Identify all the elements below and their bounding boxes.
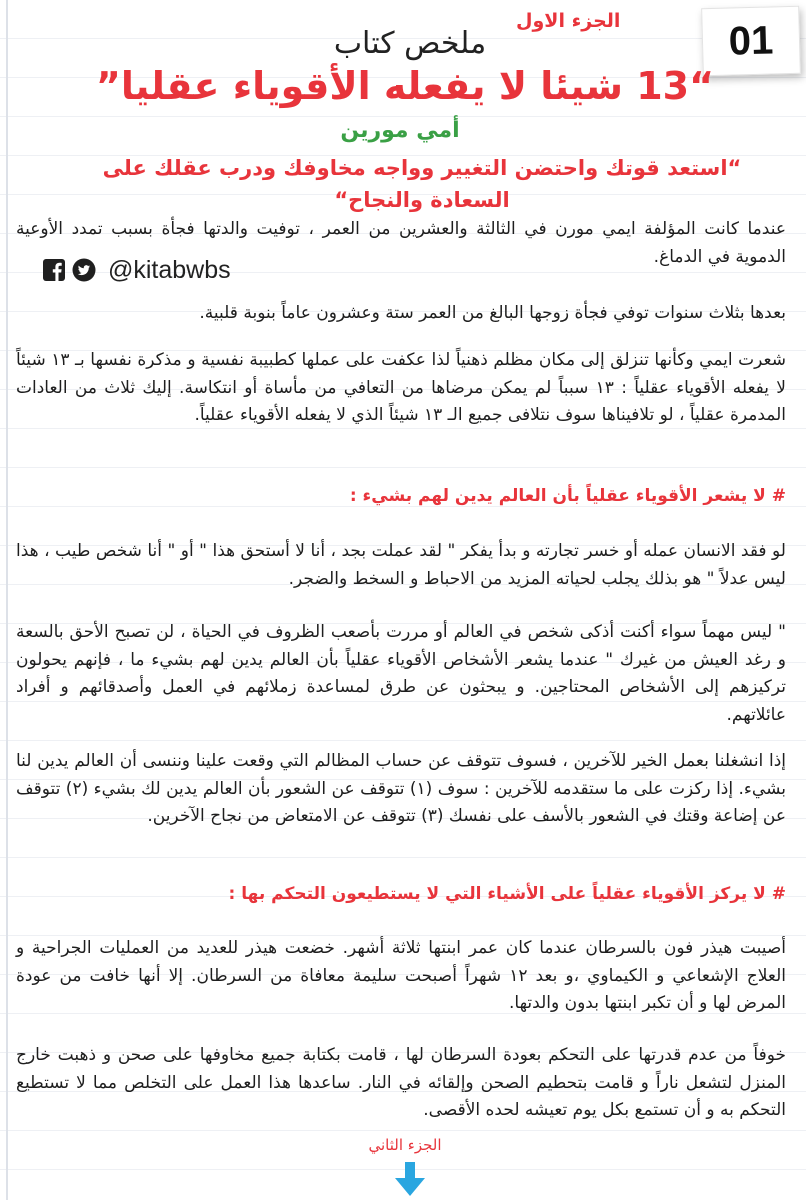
paragraph-8: خوفاً من عدم قدرتها على التحكم بعودة السرطان لها ، قامت بكتابة جميع مخاوفها على صحن و ذهبت خارج المنزل لتشعل ناراً و قامت بتحطيم الصحن وإلقائه في النار. ساعدها هذا العمل على التخلص مما لا تستطيع التحكم به و أن تستمع بكل يوم تعيشه لحده الأقصى. — [16, 1045, 786, 1120]
section-heading-1: # لا يشعر الأقوياء عقلياً بأن العالم يدين لهم بشيء : — [349, 486, 786, 506]
book-title: “13 شيئا لا يفعله الأقوياء عقليا” — [95, 64, 715, 108]
author-name: أمي مورين — [340, 118, 460, 143]
paragraph-3: شعرت ايمي وكأنها تنزلق إلى مكان مظلم ذهنياً لذا عكفت على عملها كطبيبة نفسية و مذكرة نفسها بـ ١٣ شيئاً لا يفعله الأقوياء عقلياً : ١٣ سبباً لم يمكن مرضاها من التعافي من مأساة أو انتكاسة. إليك ثلاث من العادات المدمرة عقلياً ، لو تلافيناها سوف نتلافى جميع الـ ١٣ شيئاً الذي لا يفعله الأقوياء عقلياً. — [16, 350, 786, 425]
facebook-icon[interactable] — [42, 258, 66, 282]
social-handle-row — [42, 256, 231, 284]
paragraph-7: أصيبت هيذر فون بالسرطان عندما كان عمر ابنتها ثلاثة أشهر. خضعت هيذر للعديد من العمليات الجراحية و العلاج الإشعاعي و الكيماوي ،و بعد ١٢ شهراً أصبحت سليمة معافاة من السرطان. إلا أنها خافت من عودة المرض لها و أن تكبر ابنتها بدون والدتها. — [16, 938, 786, 1013]
next-part-label[interactable]: الجزء الثاني — [368, 1136, 442, 1154]
part-label: الجزء الاول — [516, 10, 621, 32]
page-number-badge: 01 — [701, 6, 801, 77]
book-quote: “استعد قوتك واحتضن التغيير وواجه مخاوفك ودرب عقلك على السعادة والنجاح“ — [102, 156, 742, 212]
paragraph-1: عندما كانت المؤلفة ايمي مورن في الثالثة والعشرين من العمر ، توفيت والدتها فجأة بسبب تمدد الأوعية الدموية في الدماغ. — [16, 219, 786, 267]
arrow-down-icon[interactable] — [395, 1162, 425, 1202]
social-handle[interactable]: @kitabwbs — [108, 255, 231, 284]
paragraph-5: " ليس مهماً سواء أكنت أذكى شخص في العالم أو مررت بأصعب الظروف في الحياة ، لن تصبح الأحق بالسعة و رغد العيش من غيرك " عندما يشعر الأشخاص الأقوياء عقلياً بأن العالم يدين لهم بشيء ما ، فإنهم يحولون تركيزهم إلى الأشخاص المحتاجين. و يبحثون عن طرق لمساعدة زملائهم في العمل وأصدقائهم و أفراد عائلاتهم. — [16, 622, 786, 725]
section-heading-2: # لا يركز الأقوياء عقلياً على الأشياء التي لا يستطيعون التحكم بها : — [228, 884, 786, 904]
margin-rule — [6, 0, 8, 1200]
paragraph-4: لو فقد الانسان عمله أو خسر تجارته و بدأ يفكر " لقد عملت بجد ، أنا لا أستحق هذا " أو " أنا شخص طيب ، هذا ليس عدلاً " هو بذلك يجلب لحياته المزيد من الاحباط و السخط والضجر. — [16, 541, 786, 589]
paragraph-2: بعدها بثلاث سنوات توفي فجأة زوجها البالغ من العمر ستة وعشرون عاماً بنوبة قلبية. — [199, 303, 786, 323]
book-summary-label: ملخص كتاب — [333, 26, 487, 61]
paragraph-6: إذا انشغلنا بعمل الخير للآخرين ، فسوف تتوقف عن حساب المظالم التي وقعت علينا وننسى أن العالم يدين لنا بشيء. إذا ركزت على ما ستقدمه للآخرين : سوف (١) تتوقف عن الشعور بأن العالم يدين لك بشيء (٢) تتوقف عن إضاعة وقتك في الشعور بالأسف على نفسك (٣) تتوقف عن الامتعاض من نجاح الآخرين. — [16, 751, 786, 826]
twitter-icon[interactable] — [72, 258, 96, 282]
